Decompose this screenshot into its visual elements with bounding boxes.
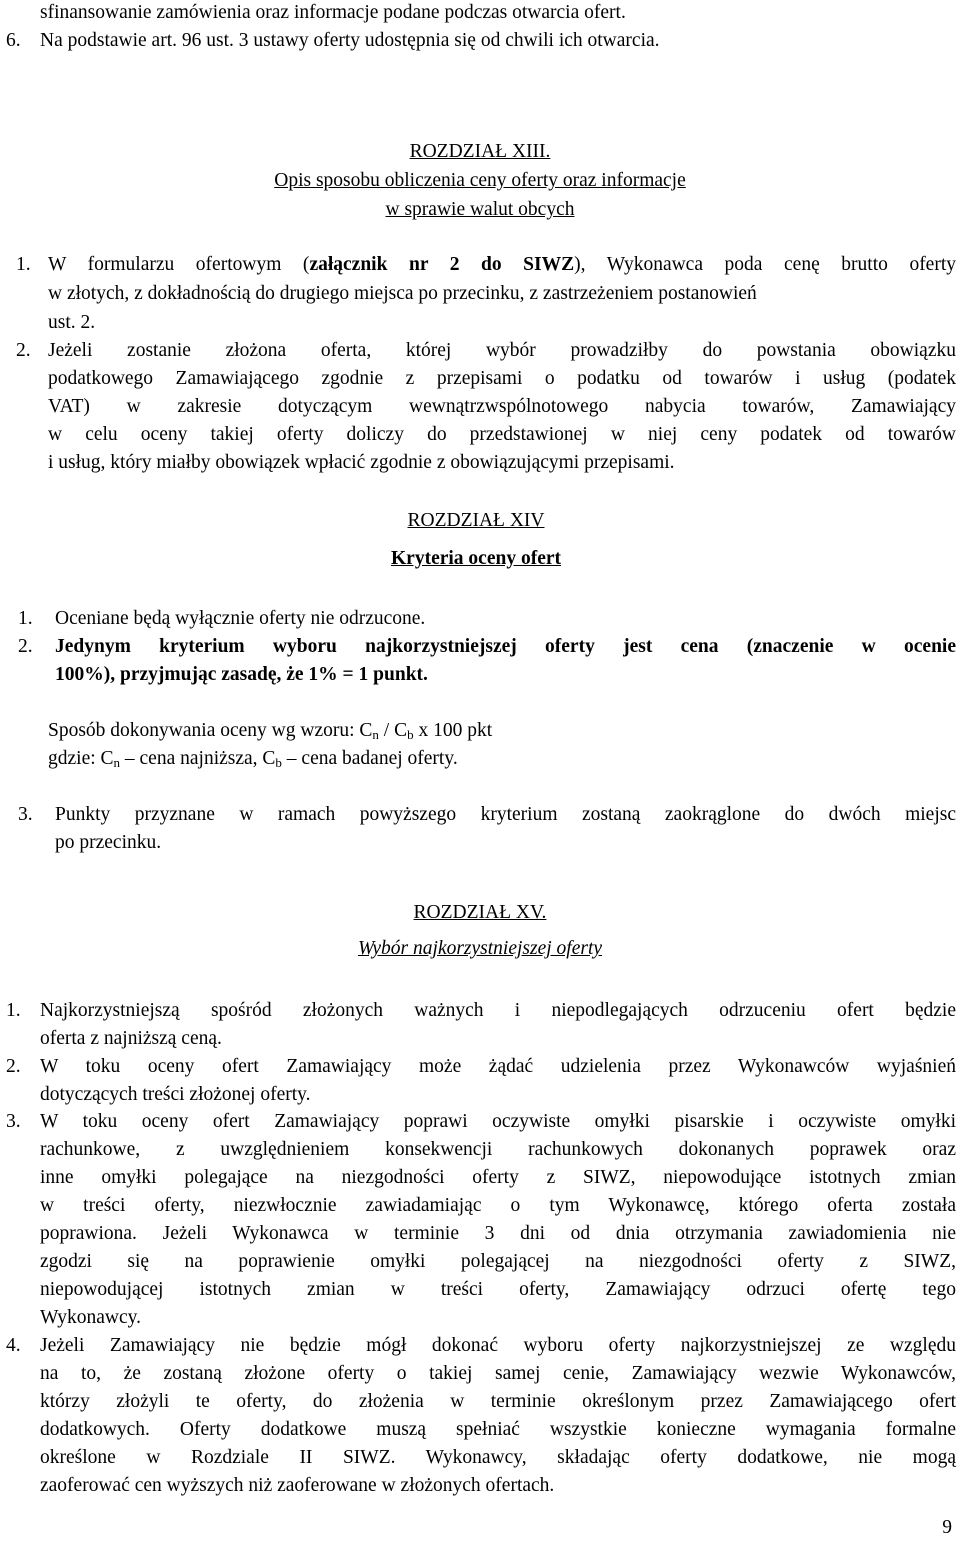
list-item-text xyxy=(48,254,956,276)
list-item-text: W toku oceny ofert Zamawiający może żądać udzielenia przez Wykonawców wyjaśnień xyxy=(40,1056,956,1077)
text-run: / C xyxy=(378,720,408,741)
text-run: x 100 pkt xyxy=(413,720,493,741)
chapter-title: Wybór najkorzystniejszej oferty xyxy=(357,938,603,959)
list-item-text: w celu oceny takiej oferty doliczy do przedstawionej w niej ceny podatek od towarów xyxy=(48,424,956,445)
chapter-heading: ROZDZIAŁ XV. xyxy=(413,902,547,923)
chapter-title: w sprawie walut obcych xyxy=(385,199,575,220)
list-item-text: w treści oferty, niezwłocznie zawiadamiając o tym Wykonawcę, którego oferta została xyxy=(40,1195,956,1216)
subscript: n xyxy=(113,755,121,770)
list-item-text: w złotych, z dokładnością do drugiego miejsca po przecinku, z zastrzeżeniem postanowień xyxy=(48,283,757,304)
list-item-text: po przecinku. xyxy=(55,832,162,853)
list-item-text: Na podstawie art. 96 ust. 3 ustawy oferty udostępnia się od chwili ich otwarcia. xyxy=(40,30,660,51)
list-item-text: poprawiona. Jeżeli Wykonawca w terminie 3 dni od dnia otrzymania zawiadomienia nie xyxy=(40,1223,956,1244)
chapter-heading: ROZDZIAŁ XIII. xyxy=(409,141,551,162)
list-item-text: inne omyłki polegające na niezgodności oferty z SIWZ, niepowodujące istotnych zmian xyxy=(40,1167,956,1188)
list-item-text: dodatkowych. Oferty dodatkowe muszą spełniać wszystkie konieczne wymagania formalne xyxy=(40,1419,956,1440)
list-item-text: Jeżeli Zamawiający nie będzie mógł dokonać wyboru oferty najkorzystniejszej ze względu xyxy=(40,1335,956,1356)
text-run: gdzie: C xyxy=(48,748,114,769)
list-number: 2. xyxy=(16,340,31,361)
list-number: 4. xyxy=(6,1335,21,1356)
list-item-text: ust. 2. xyxy=(48,312,96,333)
list-item-text: zgodzi się na poprawienie omyłki polegającej na niezgodności oferty z SIWZ, xyxy=(40,1251,956,1272)
list-item-text: dotyczących treści złożonej oferty. xyxy=(40,1084,311,1105)
text-run: – cena najniższa, C xyxy=(120,748,276,769)
list-number: 6. xyxy=(6,30,21,51)
list-item-text: zaoferować cen wyższych niż zaoferowane w złożonych ofertach. xyxy=(40,1475,555,1496)
list-item-text: Punkty przyznane w ramach powyższego kryterium zostaną zaokrąglone do dwóch miejsc xyxy=(55,804,956,825)
text-run: W formularzu ofertowym ( xyxy=(48,254,310,275)
list-item-text: oferta z najniższą ceną. xyxy=(40,1028,222,1049)
list-number: 1. xyxy=(6,1000,21,1021)
list-number: 2. xyxy=(6,1056,21,1077)
text-run: – cena badanej oferty. xyxy=(281,748,458,769)
list-item-text: Oceniane będą wyłącznie oferty nie odrzucone. xyxy=(55,608,426,629)
list-number: 3. xyxy=(6,1111,21,1132)
list-item-text: VAT) w zakresie dotyczącym wewnątrzwspólnotowego nabycia towarów, Zamawiający xyxy=(48,396,956,417)
subscript: n xyxy=(372,727,379,742)
list-item-text: rachunkowe, z uwzględnieniem konsekwencji rachunkowych dokonanych poprawek oraz xyxy=(40,1139,956,1160)
bold-text: załącznik nr 2 do SIWZ xyxy=(309,254,575,275)
formula-legend xyxy=(48,748,458,771)
formula xyxy=(48,720,492,743)
list-item-text: na to, że zostaną złożone oferty o takiej samej cenie, Zamawiający wezwie Wykonawców, xyxy=(40,1363,956,1384)
list-item-text: i usług, który miałby obowiązek wpłacić zgodnie z obowiązującymi przepisami. xyxy=(48,452,675,473)
list-item-text: Jedynym kryterium wyboru najkorzystniejszej oferty jest cena (znaczenie w ocenie xyxy=(55,636,956,657)
text-run: Sposób dokonywania oceny wg wzoru: C xyxy=(48,720,373,741)
list-number: 3. xyxy=(18,804,33,825)
subscript: b xyxy=(407,727,414,742)
list-item-text: którzy złożyli te oferty, do złożenia w terminie określonym przez Zamawiającego ofert xyxy=(40,1391,956,1412)
page-number: 9 xyxy=(942,1517,952,1538)
list-item-text: W toku oceny ofert Zamawiający poprawi oczywiste omyłki pisarskie i oczywiste omyłki xyxy=(40,1111,956,1132)
chapter-heading: ROZDZIAŁ XIV xyxy=(407,510,545,531)
chapter-title: Kryteria oceny ofert xyxy=(391,548,561,569)
list-item-text: Najkorzystniejszą spośród złożonych ważnych i niepodlegających odrzuceniu ofert będzie xyxy=(40,1000,956,1021)
list-item-text: Jeżeli zostanie złożona oferta, której wybór prowadziłby do powstania obowiązku xyxy=(48,340,956,361)
list-item-text: podatkowego Zamawiającego zgodnie z przepisami o podatku od towarów i usług (podatek xyxy=(48,368,956,389)
list-number: 1. xyxy=(16,254,31,275)
chapter-title: Opis sposobu obliczenia ceny oferty oraz informacje xyxy=(274,170,686,191)
paragraph-line: sfinansowanie zamówienia oraz informacje podane podczas otwarcia ofert. xyxy=(40,2,626,23)
text-run: ), Wykonawca poda cenę brutto oferty xyxy=(574,254,957,275)
list-number: 2. xyxy=(18,636,33,657)
list-item-text: Wykonawcy. xyxy=(40,1307,141,1328)
subscript: b xyxy=(275,755,282,770)
list-item-text: niepowodującej istotnych zmian w treści oferty, Zamawiający odrzuci ofertę tego xyxy=(40,1279,956,1300)
list-item-text: określone w Rozdziale II SIWZ. Wykonawcy, składając oferty dodatkowe, nie mogą xyxy=(40,1447,956,1468)
list-number: 1. xyxy=(18,608,33,629)
list-item-text: 100%), przyjmując zasadę, że 1% = 1 punkt. xyxy=(55,664,428,685)
